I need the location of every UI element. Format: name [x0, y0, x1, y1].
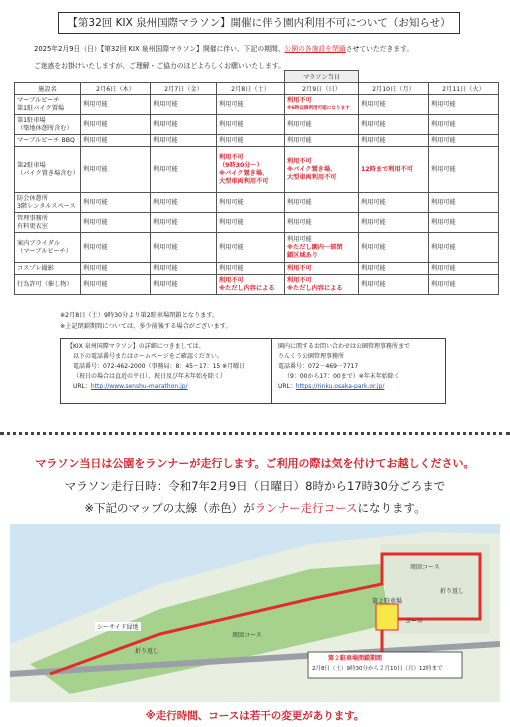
status-cell [81, 263, 151, 275]
status-cell [285, 233, 359, 263]
intro-before: 2025年2月9日（日）【第32回 KIX 泉州国際マラソン】開催に伴い、下記の期間、 [34, 45, 285, 53]
status-line: 利用不可 [287, 264, 312, 272]
facility-name [15, 233, 81, 263]
status-line: 利用不可 [219, 276, 244, 284]
facility-line: （築地休憩所含む） [17, 124, 73, 132]
status-cell [429, 147, 499, 193]
status-cell [81, 147, 151, 193]
status-line: 利用可能 [219, 136, 244, 144]
table-row [15, 193, 499, 213]
status-cell [359, 135, 429, 147]
info-left-line-2: 以下の電話番号またはホームページをご確認ください。 [73, 353, 223, 360]
table-body [15, 95, 499, 295]
running-time: マラソン走行日時：令和7年2月9日（日曜日）8時から17時30分ごろまで [64, 479, 446, 493]
status-cell [217, 115, 285, 135]
status-line: 利用可能 [361, 280, 386, 288]
status-cell [359, 95, 429, 115]
course-map [10, 524, 500, 702]
note-1: ※2月8日（土）9時30分より第2駐車場閉鎖となります。 [60, 312, 219, 319]
status-line: 利用可能 [153, 264, 178, 272]
status-cell [151, 135, 217, 147]
status-cell [285, 213, 359, 233]
map-label-turn1: 折り返し [440, 588, 465, 595]
status-line: 利用可能 [287, 235, 312, 243]
facility-line: マーブルビーチ [17, 96, 60, 104]
course-after: になります。 [357, 501, 426, 515]
info-left-line-3: 電話番号：072-462-2000（事務局：8：45～17：15 ※月曜日 [73, 363, 246, 370]
status-cell [429, 275, 499, 295]
info-left-url-label: URL： [73, 383, 91, 390]
status-line: 利用可能 [361, 136, 386, 144]
status-line: 利用可能 [153, 218, 178, 226]
status-line: 利用可能 [361, 218, 386, 226]
status-line: 利用可能 [83, 280, 108, 288]
status-line: 利用可能 [287, 198, 312, 206]
status-line: 利用不可 [287, 96, 312, 104]
status-cell [217, 213, 285, 233]
status-line: 利用可能 [83, 218, 108, 226]
status-line: 利用可能 [361, 243, 386, 251]
status-cell [81, 233, 151, 263]
status-line: 利用不可 [287, 276, 312, 284]
status-line: 利用可能 [361, 198, 386, 206]
status-line: ※バイク置き場、 [219, 169, 269, 177]
facility-line: 案内ブライダル [17, 239, 61, 247]
dotted-divider [0, 432, 510, 435]
status-cell [429, 95, 499, 115]
status-cell [151, 147, 217, 193]
facility-line: 有料更衣室 [17, 222, 48, 230]
notes [60, 310, 232, 332]
status-line: ※ただし内容による [219, 284, 275, 292]
info-box-park [272, 338, 446, 404]
status-cell [217, 135, 285, 147]
footer-note: ※走行時間、コースは若干の変更があります。 [145, 710, 365, 722]
info-right-url-line [278, 382, 439, 392]
intro-line2: ご迷惑をお掛けいたしますが、ご理解・ご協力のほどよろしくお願いいたします。 [34, 62, 285, 70]
info-left-line-1: 【KIX 泉州国際マラソン】の詳細につきましては、 [67, 343, 205, 350]
status-line: 利用可能 [153, 165, 178, 173]
facility-line: 第1駐車場 [17, 116, 46, 124]
facility-line: （マーブルビーチ） [17, 247, 72, 255]
column-header: 2月7日（金） [151, 83, 217, 95]
status-line: 利用可能 [219, 120, 244, 128]
course-note [0, 500, 510, 516]
status-cell [81, 115, 151, 135]
status-cell [359, 193, 429, 213]
status-cell [151, 275, 217, 295]
status-line: 利用不可 [287, 157, 312, 165]
status-cell [429, 213, 499, 233]
table-row [15, 233, 499, 263]
status-line: 利用可能 [431, 218, 456, 226]
facility-line: 防会休憩所 [17, 194, 48, 202]
status-cell [359, 115, 429, 135]
map-label-goal: ゴール [405, 618, 423, 625]
column-header: 施設名 [15, 83, 81, 95]
status-line: 利用可能 [83, 264, 108, 272]
table-row [15, 275, 499, 295]
info-right-line-3: 電話番号：072－469－7717 [278, 363, 359, 370]
map-label-seaside: シーサイド緑地 [97, 624, 139, 631]
status-line: 利用可能 [361, 120, 386, 128]
info-right-url-label: URL： [278, 383, 296, 390]
status-cell [81, 213, 151, 233]
intro-after: させていただきます。 [345, 45, 414, 53]
status-line: 利用可能 [431, 165, 456, 173]
status-line: 利用可能 [361, 100, 386, 108]
facility-name [15, 147, 81, 193]
status-line: ※6時以降利用可能になります [287, 105, 350, 111]
status-line: 利用可能 [83, 100, 108, 108]
map-label-course2: 周回コース [232, 632, 262, 639]
park-url-link[interactable]: https://rinku.osaka-park.or.jp/ [295, 383, 385, 390]
status-line: 利用可能 [431, 280, 456, 288]
status-cell [359, 213, 429, 233]
runner-warning: マラソン当日は公園をランナーが走行します。ご利用の際は気を付けてお越しください。 [35, 457, 475, 470]
note-2: ※上記閉鎖期間については、多少前後する場合がございます。 [60, 323, 232, 330]
column-header: 2月8日（土） [217, 83, 285, 95]
status-line: 利用可能 [431, 198, 456, 206]
status-line: ※ただし園内一部閉 [287, 243, 343, 251]
status-line: 利用可能 [431, 100, 456, 108]
table-row [15, 135, 499, 147]
info-right-line-2: りんくう公園管理事務所 [278, 353, 345, 360]
status-cell [359, 263, 429, 275]
status-cell [81, 193, 151, 213]
status-cell [151, 115, 217, 135]
facility-line: 第2駐車場 [17, 161, 46, 169]
status-line: 利用可能 [153, 120, 178, 128]
status-cell [285, 115, 359, 135]
status-cell [285, 147, 359, 193]
facility-line: 第1駐バイク置場 [17, 104, 65, 112]
status-cell [359, 275, 429, 295]
map-closure-text: 2月8日（土）9時30分から２月10日（月）12時まで [312, 666, 443, 672]
status-cell [429, 115, 499, 135]
status-line: 利用可能 [219, 198, 244, 206]
status-cell [429, 263, 499, 275]
status-cell [429, 193, 499, 213]
status-line: 利用可能 [83, 165, 108, 173]
status-line: 鎖区域あり [287, 251, 318, 259]
course-map-svg [10, 524, 500, 702]
facility-name [15, 275, 81, 295]
status-cell [429, 135, 499, 147]
status-cell [81, 275, 151, 295]
status-line: 利用可能 [83, 243, 108, 251]
status-line: 利用不可 [219, 153, 244, 161]
map-parking2-area [376, 604, 398, 630]
status-cell [151, 213, 217, 233]
table-row [15, 213, 499, 233]
status-line: （9時30分～） [219, 161, 263, 169]
table-row [15, 95, 499, 115]
status-line: 利用可能 [287, 218, 312, 226]
status-cell [151, 193, 217, 213]
status-line: 大型車両利用不可 [219, 177, 269, 185]
course-red: ランナー走行コース [254, 501, 358, 515]
facility-line: コスプレ撮影 [17, 264, 54, 272]
column-header: 2月11日（火） [429, 83, 499, 95]
status-cell [217, 95, 285, 115]
column-header: 2月10日（月） [359, 83, 429, 95]
map-label-turn2: 折り返し [135, 648, 160, 655]
status-line: 利用可能 [431, 243, 456, 251]
status-line: 利用可能 [431, 136, 456, 144]
course-before: ※下記のマップの太線（赤色）が [84, 501, 255, 515]
status-line: 利用可能 [153, 100, 178, 108]
facility-name [15, 193, 81, 213]
status-line: 利用可能 [153, 243, 178, 251]
table-row [15, 115, 499, 135]
status-line: 利用可能 [153, 280, 178, 288]
marathon-day-label: マラソン当日 [285, 71, 359, 83]
status-cell [151, 233, 217, 263]
info-right-line-4: （9：00から17：00まで）※年末年始除く [284, 373, 400, 380]
status-cell [151, 95, 217, 115]
table-header-row [15, 83, 499, 95]
status-cell [285, 95, 359, 115]
status-line: 利用可能 [219, 243, 244, 251]
facility-name [15, 115, 81, 135]
status-cell [217, 147, 285, 193]
info-left-line-4: （祝日の場合は直近の平日）、祝日及び年末年始を除く） [73, 373, 227, 380]
map-closure-title: 第２駐車場閉鎖期間 [328, 655, 383, 662]
status-cell [81, 135, 151, 147]
marathon-url-link[interactable]: http://www.senshu-marathon.jp/ [90, 383, 188, 390]
status-cell [217, 233, 285, 263]
status-cell [217, 263, 285, 275]
facility-line: マーブルビーチ BBQ [17, 136, 75, 144]
status-line: 12時まで利用不可 [361, 165, 413, 173]
facility-name [15, 95, 81, 115]
column-header: 2月6日（木） [81, 83, 151, 95]
status-cell [359, 147, 429, 193]
status-line: 大型車両利用不可 [287, 173, 337, 181]
facility-line: 管理事務所 [17, 214, 48, 222]
status-line: 利用可能 [431, 120, 456, 128]
map-label-parking2: 第２駐車場 [372, 598, 403, 605]
facility-name [15, 135, 81, 147]
facility-line: 行為許可（催し物） [17, 280, 73, 288]
info-right-line-1: 園内に関するお問い合わせは公園管理事務所まで [278, 343, 411, 350]
column-header: 2月9日（日） [285, 83, 359, 95]
status-line: 利用可能 [219, 100, 244, 108]
status-cell [81, 95, 151, 115]
page-title: 【第32回 KIX 泉州国際マラソン】開催に伴う園内利用不可について（お知らせ） [58, 12, 460, 34]
status-cell [217, 193, 285, 213]
status-line: 利用可能 [361, 264, 386, 272]
status-line: ※ただし内容による [287, 284, 343, 292]
facility-name [15, 263, 81, 275]
facility-line: 3階レンタルスペース [17, 202, 76, 210]
status-line: 利用可能 [219, 264, 244, 272]
table-row [15, 147, 499, 193]
status-line: 利用可能 [219, 218, 244, 226]
status-line: 利用可能 [153, 136, 178, 144]
status-line: 利用可能 [83, 136, 108, 144]
status-line: 利用可能 [83, 198, 108, 206]
status-line: 利用可能 [83, 120, 108, 128]
status-line: ※バイク置き場、 [287, 165, 337, 173]
intro-highlight: 公園の各施設を閉鎖 [284, 45, 346, 53]
status-cell [285, 135, 359, 147]
info-left-url-line [67, 382, 265, 392]
status-cell [285, 263, 359, 275]
map-label-course1: 周回コース [410, 564, 440, 571]
status-line: 利用可能 [153, 198, 178, 206]
status-cell [359, 233, 429, 263]
table-row [15, 263, 499, 275]
facility-line: （バイク置き場含む） [17, 169, 79, 177]
table-marathon-row [15, 71, 499, 83]
facility-name [15, 213, 81, 233]
status-cell [217, 275, 285, 295]
status-line: 利用可能 [431, 264, 456, 272]
intro-text [34, 43, 504, 53]
status-cell [285, 193, 359, 213]
status-line: 利用可能 [287, 136, 312, 144]
schedule-table [14, 70, 499, 295]
status-cell [429, 233, 499, 263]
status-line: 利用可能 [287, 120, 312, 128]
status-cell [285, 275, 359, 295]
info-box-marathon [60, 338, 272, 404]
status-cell [151, 263, 217, 275]
